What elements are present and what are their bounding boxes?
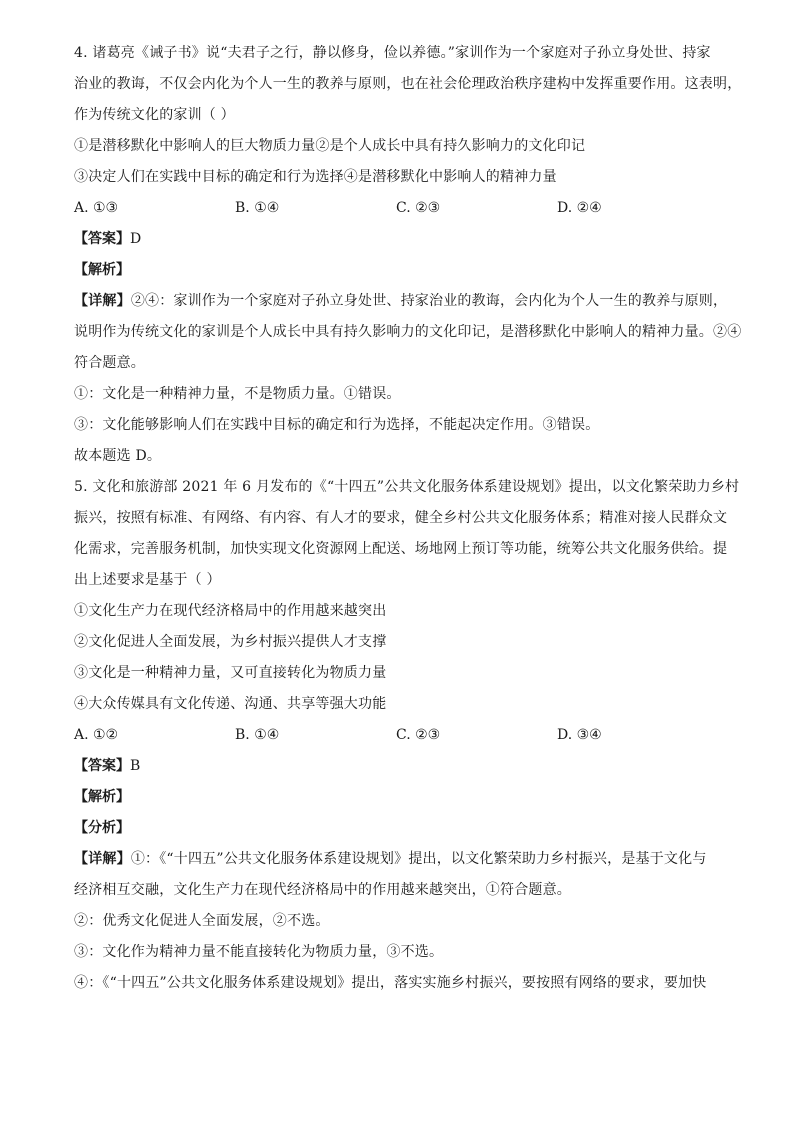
document-page [74, 38, 742, 999]
statement-line: ③决定人们在实践中目标的确定和行为选择④是潜移默化中影响人的精神力量 [74, 169, 557, 185]
detail-line: ①：文化是一种精神力量，不是物质力量。①错误。 [74, 386, 401, 402]
answer-options [74, 193, 724, 224]
analysis-row [74, 782, 724, 813]
fenxi-row [74, 813, 724, 844]
detail-text: ①：《“十四五”公共文化服务体系建设规划》提出，以文化繁荣助力乡村振兴，是基于文化与 [130, 851, 707, 867]
question-stem-line: 5. 文化和旅游部 2021 年 6 月发布的《“十四五”公共文化服务体系建设规划》提出，以文化繁荣助力乡村 [74, 479, 740, 495]
question-stem-line: 出上述要求是基于（ ） [74, 572, 221, 588]
option-a: A. ①③ [74, 200, 119, 216]
detail-line: ④：《“十四五”公共文化服务体系建设规划》提出，落实实施乡村振兴，要按照有网络的要求，要加快 [74, 975, 707, 991]
answer-value: B [130, 758, 141, 774]
option-b: B. ①④ [235, 200, 280, 216]
detail-line: 经济相互交融，文化生产力在现代经济格局中的作用越来越突出，①符合题意。 [74, 882, 571, 898]
question-stem-line: 作为传统文化的家训（ ） [74, 107, 235, 123]
option-c: C. ②③ [396, 727, 441, 743]
answer-label: 【答案】 [74, 758, 130, 774]
answer-value: D [130, 231, 142, 247]
detail-line: ③：文化作为精神力量不能直接转化为物质力量，③不选。 [74, 944, 444, 960]
question-5 [74, 472, 740, 999]
detail-line: 符合题意。 [74, 355, 145, 371]
answer-row [74, 224, 724, 255]
analysis-row [74, 255, 724, 286]
detail-line: ②：优秀文化促进人全面发展，②不选。 [74, 913, 330, 929]
answer-label: 【答案】 [74, 231, 130, 247]
question-stem-line: 4. 诸葛亮《诫子书》说“夫君子之行，静以修身，俭以养德。”家训作为一个家庭对子孙立身处世、持家 [74, 45, 711, 61]
statement-line: ④大众传媒具有文化传递、沟通、共享等强大功能 [74, 696, 387, 712]
option-d: D. ②④ [557, 200, 602, 216]
analysis-label: 【解析】 [74, 789, 130, 805]
detail-line [74, 286, 728, 317]
detail-text: ②④：家训作为一个家庭对子孙立身处世、持家治业的教诲，会内化为个人一生的教养与原则， [130, 293, 728, 309]
option-d: D. ③④ [557, 727, 602, 743]
option-b: B. ①④ [235, 727, 280, 743]
statement-line: ③文化是一种精神力量，又可直接转化为物质力量 [74, 665, 387, 681]
statement-line: ②文化促进人全面发展，为乡村振兴提供人才支撑 [74, 634, 387, 650]
statement-line: ①文化生产力在现代经济格局中的作用越来越突出 [74, 603, 387, 619]
fenxi-label: 【分析】 [74, 820, 130, 836]
question-stem-line: 治业的教诲，不仅会内化为个人一生的教养与原则，也在社会伦理政治秩序建构中发挥重要作用。这表明， [74, 76, 742, 92]
detail-line [74, 844, 724, 875]
statement-line: ①是潜移默化中影响人的巨大物质力量②是个人成长中具有持久影响力的文化印记 [74, 138, 586, 154]
detail-line: ③：文化能够影响人们在实践中目标的确定和行为选择，不能起决定作用。③错误。 [74, 417, 600, 433]
analysis-label: 【解析】 [74, 262, 130, 278]
question-4 [74, 38, 742, 472]
detail-label: 【详解】 [74, 293, 131, 309]
option-c: C. ②③ [396, 200, 441, 216]
detail-label: 【详解】 [74, 851, 131, 867]
question-stem-line: 振兴，按照有标准、有网络、有内容、有人才的要求，健全乡村公共文化服务体系；精准对接人民群众文 [74, 510, 728, 526]
detail-line: 故本题选 D。 [74, 448, 162, 464]
option-a: A. ①② [74, 727, 119, 743]
detail-line: 说明作为传统文化的家训是个人成长中具有持久影响力的文化印记，是潜移默化中影响人的精神力量。②④ [74, 324, 742, 340]
answer-options [74, 720, 724, 751]
question-stem-line: 化需求，完善服务机制，加快实现文化资源网上配送、场地网上预订等功能，统筹公共文化服务供给。提 [74, 541, 728, 557]
answer-row [74, 751, 724, 782]
